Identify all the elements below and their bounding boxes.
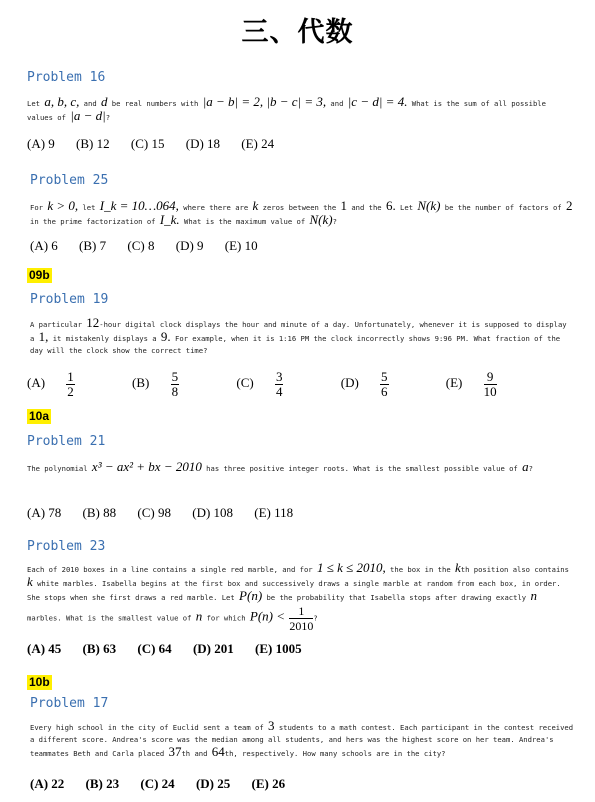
choice: (D) 9 bbox=[175, 238, 204, 253]
choice: (A) 45 bbox=[27, 641, 62, 656]
choice: (A) 6 bbox=[30, 238, 58, 253]
choice: (E) 118 bbox=[254, 505, 294, 520]
problem-25-choices bbox=[30, 238, 276, 254]
choice: (B) 7 bbox=[79, 238, 107, 253]
choice: (D) 25 bbox=[195, 776, 231, 791]
choice: (B) 12 bbox=[76, 136, 110, 151]
year-tag-09b: 09b bbox=[29, 268, 50, 282]
choice: (E) $\frac{9}{10}$ bbox=[445, 369, 497, 399]
problem-23-statement: Each of 2010 boxes in a line contains a single red marble, and for 1 ≤ k ≤ 2010, the box in the kth position also contains k white marbles. Isabella begins at the first box and successively draws a single marble at random from each box, in order. She stops when she first draws a red marble. Let P(n) be the probability that Isabella stops after drawing exactly n marbles. What is the smallest value of n for which P(n) < $\frac{1}{2010}$ ? bbox=[27, 560, 569, 633]
choice: (C) 98 bbox=[137, 505, 171, 520]
problem-16-choices bbox=[27, 136, 292, 152]
choice: (D) $\frac{5}{6}$ bbox=[340, 369, 388, 399]
problem-19-statement: A particular 12-hour digital clock displays the hour and minute of a day. Unfortunately, whenever it is supposed to display a 1, it mistakenly displays a 9. For example, when it is 1:16 PM the clock incorrectly shows 9:96 PM. What fraction of the day will the clock show the correct time? bbox=[30, 315, 567, 355]
choice: (C) 15 bbox=[130, 136, 165, 151]
choice: (E) 10 bbox=[224, 238, 258, 253]
choice: (E) 1005 bbox=[254, 641, 302, 656]
choice: (C) 64 bbox=[137, 641, 172, 656]
problem-17-statement: Every high school in the city of Euclid sent a team of 3 students to a math contest. Each participant in the contest received a different score. Andrea's score was the median among all students, and hers was the highest score on her team. Andrea's teammates Beth and Carla placed 37th and 64th, respectively. How many schools are in the city? bbox=[30, 718, 574, 759]
problem-25-title: Problem 25 bbox=[30, 173, 109, 188]
problem-21-choices bbox=[27, 505, 311, 521]
choice: (A) 78 bbox=[27, 505, 62, 520]
choice: (B) 88 bbox=[82, 505, 117, 520]
choice: (E) 24 bbox=[241, 136, 275, 151]
year-tag-10a: 10a bbox=[29, 409, 50, 423]
choice: (D) 108 bbox=[192, 505, 234, 520]
choice: (B) $\frac{5}{8}$ bbox=[132, 369, 179, 399]
problem-25-statement: For k > 0, let I_k = 10…064, where there are k zeros between the 1 and the 6. Let N(k) be the number of factors of 2 in the prime factorization of I_k. What is the maximum value of N(k)? bbox=[30, 198, 573, 227]
problem-23-title: Problem 23 bbox=[27, 539, 106, 554]
choice: (A) 9 bbox=[27, 136, 55, 151]
choice: (B) 63 bbox=[82, 641, 117, 656]
choice: (D) 18 bbox=[185, 136, 221, 151]
problem-17-choices bbox=[30, 776, 303, 792]
year-tag-10b: 10b bbox=[29, 675, 50, 689]
problem-16-statement: Let a, b, c, and d be real numbers with |a − b| = 2, |b − c| = 3, and |c − d| = 4. What is the sum of all possible values of |a − d|? bbox=[27, 94, 546, 123]
choice: (A) 22 bbox=[30, 776, 65, 791]
problem-17-title: Problem 17 bbox=[30, 696, 109, 711]
problem-16-title: Problem 16 bbox=[27, 70, 106, 85]
problem-19-title: Problem 19 bbox=[30, 292, 109, 307]
problem-23-choices bbox=[27, 641, 320, 657]
choice: (D) 201 bbox=[192, 641, 234, 656]
choice: (C) 24 bbox=[140, 776, 175, 791]
problem-21-statement: The polynomial x³ − ax² + bx − 2010 has three positive integer roots. What is the smallest possible value of a? bbox=[27, 459, 533, 474]
choice: (E) 26 bbox=[251, 776, 286, 791]
choice: (C) 8 bbox=[127, 238, 155, 253]
choice: (A) $\frac{1}{2}$ bbox=[27, 369, 74, 399]
choice: (C) $\frac{3}{4}$ bbox=[236, 369, 283, 399]
problem-19-choices bbox=[27, 370, 551, 399]
choice: (B) 23 bbox=[85, 776, 120, 791]
section-title: 三、代数 bbox=[241, 17, 354, 48]
problem-21-title: Problem 21 bbox=[27, 434, 106, 449]
